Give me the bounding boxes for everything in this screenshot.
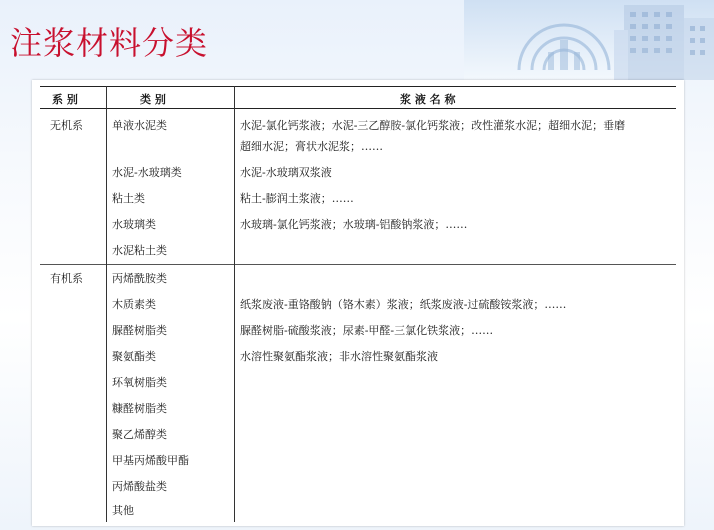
grout-name-cell: 脲醛树脂-硫酸浆液；尿素-甲醛-三氯化铁浆液；…… [240, 324, 494, 337]
grout-name-cell: 水玻璃-氯化钙浆液；水玻璃-铝酸钠浆液；…… [240, 218, 468, 231]
scanned-table-document [32, 80, 684, 526]
category-cell: 水玻璃类 [112, 218, 156, 231]
category-cell: 其他 [112, 504, 134, 517]
group-name-organic: 有机系 [50, 272, 83, 285]
category-cell: 单液水泥类 [112, 119, 167, 132]
category-cell: 丙烯酸盐类 [112, 480, 167, 493]
grout-name-cell: 超细水泥；膏状水泥浆；…… [240, 140, 383, 153]
header-grout-name: 浆 液 名 称 [400, 93, 456, 106]
table-header-rule [40, 108, 676, 109]
grout-name-cell: 水泥-氯化钙浆液；水泥-三乙醇胺-氯化钙浆液；改性灌浆水泥；超细水泥；垂磨 [240, 119, 626, 132]
header-series: 系 别 [52, 93, 78, 106]
table-top-rule [40, 86, 676, 87]
category-cell: 脲醛树脂类 [112, 324, 167, 337]
category-cell: 甲基丙烯酸甲酯 [112, 454, 189, 467]
grout-name-cell: 水泥-水玻璃双浆液 [240, 166, 332, 179]
category-cell: 糠醛树脂类 [112, 402, 167, 415]
classification-table [40, 86, 676, 522]
column-divider-2 [234, 86, 235, 522]
slide-title: 注浆材料分类 [10, 24, 209, 62]
category-cell: 环氧树脂类 [112, 376, 167, 389]
category-cell: 水泥-水玻璃类 [112, 166, 182, 179]
grout-name-cell: 水溶性聚氨酯浆液；非水溶性聚氨酯浆液 [240, 350, 438, 363]
grout-name-cell: 粘土-膨润土浆液；…… [240, 192, 354, 205]
category-cell: 水泥粘土类 [112, 244, 167, 257]
header-building-photo [464, 0, 714, 80]
group-divider-rule [40, 264, 676, 265]
grout-name-cell: 纸浆废液-重铬酸钠（铬木素）浆液；纸浆废液-过硫酸铵浆液；…… [240, 298, 567, 311]
category-cell: 木质素类 [112, 298, 156, 311]
building-logo-image [464, 0, 714, 80]
category-cell: 聚氨酯类 [112, 350, 156, 363]
category-cell: 丙烯酰胺类 [112, 272, 167, 285]
category-cell: 聚乙烯醇类 [112, 428, 167, 441]
header-category: 类 别 [140, 93, 166, 106]
category-cell: 粘土类 [112, 192, 145, 205]
group-name-inorganic: 无机系 [50, 119, 83, 132]
column-divider-1 [106, 86, 107, 522]
